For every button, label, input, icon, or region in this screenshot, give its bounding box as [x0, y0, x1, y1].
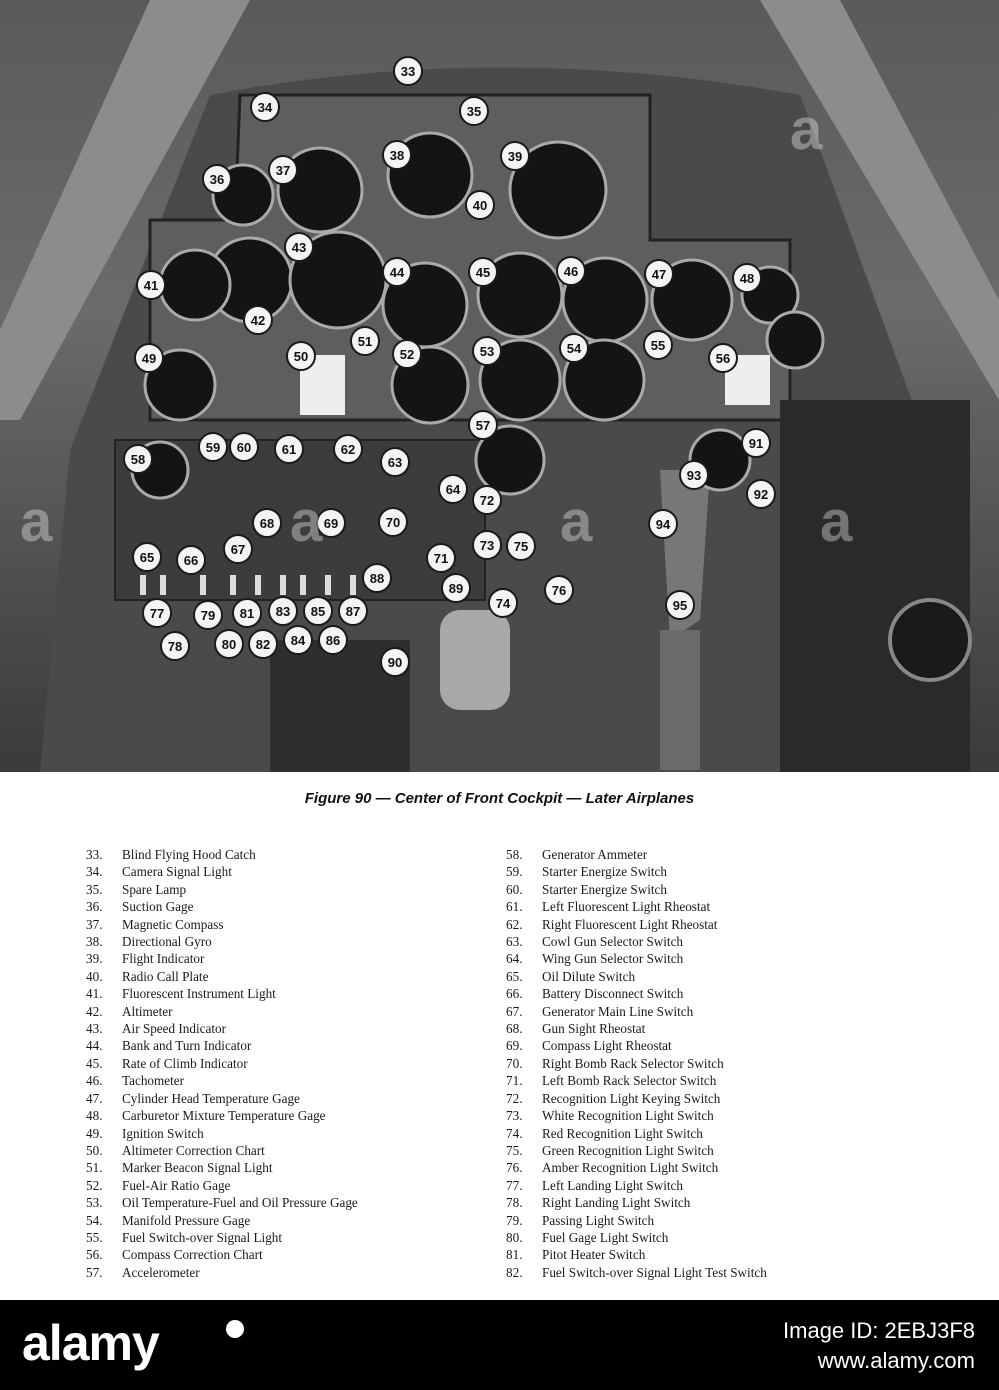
legend-item-label: Recognition Light Keying Switch [542, 1090, 721, 1106]
legend-item-label: Red Recognition Light Switch [542, 1125, 703, 1141]
legend-item-number: 53. [86, 1195, 103, 1211]
callout-60: 60 [229, 432, 259, 462]
legend-item-number: 62. [506, 916, 523, 932]
legend-item-number: 51. [86, 1160, 103, 1176]
legend-item-number: 50. [86, 1142, 103, 1158]
callout-46: 46 [556, 256, 586, 286]
stock-banner [0, 1300, 999, 1390]
legend-item-label: Green Recognition Light Switch [542, 1142, 714, 1158]
legend-item [86, 1264, 486, 1281]
legend-item [86, 916, 486, 933]
legend-item-label: Starter Energize Switch [542, 881, 667, 897]
legend-item [86, 1037, 486, 1054]
legend-item [86, 1020, 486, 1037]
callout-82: 82 [248, 629, 278, 659]
watermark-letter: a [20, 489, 53, 554]
legend-item-label: Oil Temperature-Fuel and Oil Pressure Gage [122, 1195, 358, 1211]
callout-71: 71 [426, 543, 456, 573]
callout-36: 36 [202, 164, 232, 194]
legend-item [506, 1194, 906, 1211]
callout-84: 84 [283, 625, 313, 655]
legend-item-number: 48. [86, 1108, 103, 1124]
callout-35: 35 [459, 96, 489, 126]
callout-38: 38 [382, 140, 412, 170]
legend-item-number: 34. [86, 864, 103, 880]
legend-item-number: 72. [506, 1090, 523, 1106]
callout-81: 81 [232, 598, 262, 628]
legend-item-number: 37. [86, 916, 103, 932]
legend-item [506, 1264, 906, 1281]
legend-item [86, 1142, 486, 1159]
callout-95: 95 [665, 590, 695, 620]
callout-44: 44 [382, 257, 412, 287]
legend-item-label: Camera Signal Light [122, 864, 232, 880]
legend-item-number: 56. [86, 1247, 103, 1263]
callout-56: 56 [708, 343, 738, 373]
callout-33: 33 [393, 56, 423, 86]
legend-item-number: 47. [86, 1090, 103, 1106]
legend-item-number: 63. [506, 934, 523, 950]
legend-item-label: Fluorescent Instrument Light [122, 986, 276, 1002]
callout-93: 93 [679, 460, 709, 490]
callout-92: 92 [746, 479, 776, 509]
legend-item-label: Cowl Gun Selector Switch [542, 934, 684, 950]
legend-item-label: Pitot Heater Switch [542, 1247, 646, 1263]
legend-item [506, 1107, 906, 1124]
legend-item-number: 73. [506, 1108, 523, 1124]
callout-43: 43 [284, 232, 314, 262]
callout-70: 70 [378, 507, 408, 537]
legend-item-label: Left Fluorescent Light Rheostat [542, 899, 711, 915]
legend-item-label: Directional Gyro [122, 934, 212, 950]
legend-item-label: Right Landing Light Switch [542, 1195, 691, 1211]
callout-76: 76 [544, 575, 574, 605]
legend-item [86, 1072, 486, 1089]
legend-item-label: Left Landing Light Switch [542, 1177, 684, 1193]
legend-item [86, 846, 486, 863]
legend-item-number: 80. [506, 1229, 523, 1245]
legend-item-number: 67. [506, 1003, 523, 1019]
legend-item-number: 52. [86, 1177, 103, 1193]
legend-item-label: Accelerometer [122, 1264, 200, 1280]
legend-item-number: 82. [506, 1264, 523, 1280]
legend-item-number: 78. [506, 1195, 523, 1211]
legend-item [86, 1090, 486, 1107]
legend-item-label: Marker Beacon Signal Light [122, 1160, 273, 1176]
legend-item-number: 66. [506, 986, 523, 1002]
legend-item-label: Manifold Pressure Gage [122, 1212, 251, 1228]
callout-68: 68 [252, 508, 282, 538]
callout-59: 59 [198, 432, 228, 462]
callout-45: 45 [468, 257, 498, 287]
callout-47: 47 [644, 259, 674, 289]
legend-item-number: 69. [506, 1038, 523, 1054]
legend-item-number: 79. [506, 1212, 523, 1228]
legend-item-label: Magnetic Compass [122, 916, 224, 932]
legend-item-number: 64. [506, 951, 523, 967]
legend-item-label: White Recognition Light Switch [542, 1108, 714, 1124]
legend-item-label: Oil Dilute Switch [542, 968, 636, 984]
legend-item [506, 1072, 906, 1089]
callout-94: 94 [648, 509, 678, 539]
legend-item [506, 1212, 906, 1229]
callout-34: 34 [250, 92, 280, 122]
callout-90: 90 [380, 647, 410, 677]
legend-item-label: Gun Sight Rheostat [542, 1021, 646, 1037]
legend-item-label: Passing Light Switch [542, 1212, 655, 1228]
legend-item-label: Fuel-Air Ratio Gage [122, 1177, 231, 1193]
callout-63: 63 [380, 447, 410, 477]
callout-74: 74 [488, 588, 518, 618]
callout-54: 54 [559, 333, 589, 363]
legend-item [86, 1246, 486, 1263]
legend-item [86, 968, 486, 985]
callout-40: 40 [465, 190, 495, 220]
watermark-letter: a [790, 97, 823, 162]
legend-item-label: Spare Lamp [122, 881, 187, 897]
legend-item [506, 1142, 906, 1159]
callout-89: 89 [441, 573, 471, 603]
callout-61: 61 [274, 434, 304, 464]
legend-item-number: 44. [86, 1038, 103, 1054]
legend-item-number: 35. [86, 881, 103, 897]
callout-57: 57 [468, 410, 498, 440]
legend-item-number: 61. [506, 899, 523, 915]
legend-item [506, 1003, 906, 1020]
legend-item [506, 1055, 906, 1072]
callout-53: 53 [472, 336, 502, 366]
legend-item-label: Suction Gage [122, 899, 194, 915]
callout-73: 73 [472, 530, 502, 560]
legend-item-label: Fuel Gage Light Switch [542, 1229, 669, 1245]
legend-item-number: 43. [86, 1021, 103, 1037]
legend-item-number: 60. [506, 881, 523, 897]
legend-item [506, 1159, 906, 1176]
legend-item-number: 81. [506, 1247, 523, 1263]
legend-item-number: 59. [506, 864, 523, 880]
legend-item-label: Starter Energize Switch [542, 864, 667, 880]
legend-item [86, 1212, 486, 1229]
callout-72: 72 [472, 485, 502, 515]
callout-69: 69 [316, 508, 346, 538]
legend-item-number: 57. [86, 1264, 103, 1280]
callout-85: 85 [303, 596, 333, 626]
legend-item [506, 1229, 906, 1246]
legend-item [86, 985, 486, 1002]
callout-77: 77 [142, 598, 172, 628]
callout-75: 75 [506, 531, 536, 561]
legend-item [86, 1003, 486, 1020]
legend-item [506, 950, 906, 967]
callout-79: 79 [193, 600, 223, 630]
legend-item-label: Fuel Switch-over Signal Light Test Switch [542, 1264, 767, 1280]
legend-item-label: Compass Correction Chart [122, 1247, 263, 1263]
legend-item-label: Rate of Climb Indicator [122, 1055, 248, 1071]
callout-67: 67 [223, 534, 253, 564]
legend-item-number: 77. [506, 1177, 523, 1193]
logo-dot-icon [226, 1320, 244, 1338]
legend-item [506, 1125, 906, 1142]
legend-item [506, 898, 906, 915]
legend-item-label: Radio Call Plate [122, 968, 209, 984]
legend-right-column [506, 846, 906, 1281]
callout-39: 39 [500, 141, 530, 171]
legend-item [506, 1020, 906, 1037]
callout-65: 65 [132, 542, 162, 572]
legend-item [86, 881, 486, 898]
legend-item [506, 863, 906, 880]
legend-item [506, 985, 906, 1002]
legend-item-label: Generator Main Line Switch [542, 1003, 694, 1019]
legend-item [506, 881, 906, 898]
legend-item-label: Bank and Turn Indicator [122, 1038, 252, 1054]
legend-item-label: Generator Ammeter [542, 847, 648, 862]
legend-item-number: 36. [86, 899, 103, 915]
legend-item [506, 1177, 906, 1194]
image-id-label: Image ID: 2EBJ3F8 [783, 1318, 975, 1343]
legend-item-number: 55. [86, 1229, 103, 1245]
legend-item-number: 54. [86, 1212, 103, 1228]
callout-58: 58 [123, 444, 153, 474]
watermark-letter: a [290, 489, 323, 554]
callout-37: 37 [268, 155, 298, 185]
legend-item-number: 41. [86, 986, 103, 1002]
legend-item-label: Fuel Switch-over Signal Light [122, 1229, 283, 1245]
legend-item [506, 1090, 906, 1107]
legend-item-number: 68. [506, 1021, 523, 1037]
legend-item-number: 75. [506, 1142, 523, 1158]
legend-left-column [86, 846, 486, 1281]
legend-item [506, 1037, 906, 1054]
legend-item-number: 76. [506, 1160, 523, 1176]
callout-91: 91 [741, 428, 771, 458]
watermark-letter: a [560, 489, 593, 554]
legend-item-label: Right Bomb Rack Selector Switch [542, 1055, 724, 1071]
legend-item-number: 58. [506, 847, 523, 862]
callout-50: 50 [286, 341, 316, 371]
legend-item [506, 1246, 906, 1263]
callout-66: 66 [176, 545, 206, 575]
legend-item [86, 1177, 486, 1194]
legend-item-label: Cylinder Head Temperature Gage [122, 1090, 300, 1106]
legend-item-label: Air Speed Indicator [122, 1021, 226, 1037]
legend-item-label: Carburetor Mixture Temperature Gage [122, 1108, 326, 1124]
callout-55: 55 [643, 330, 673, 360]
legend-item-label: Left Bomb Rack Selector Switch [542, 1073, 717, 1089]
callout-42: 42 [243, 305, 273, 335]
legend-item-number: 39. [86, 951, 103, 967]
legend-item-label: Altimeter Correction Chart [122, 1142, 265, 1158]
legend-item-label: Battery Disconnect Switch [542, 986, 684, 1002]
callout-78: 78 [160, 631, 190, 661]
legend-item-number: 49. [86, 1125, 103, 1141]
legend-item [506, 916, 906, 933]
figure-caption: Figure 90 — Center of Front Cockpit — Later Airplanes [304, 790, 695, 807]
legend-item-number: 40. [86, 968, 103, 984]
legend-item [506, 846, 906, 863]
legend-item-label: Flight Indicator [122, 951, 205, 967]
legend-item [86, 1229, 486, 1246]
legend-item-label: Compass Light Rheostat [542, 1038, 672, 1054]
callout-86: 86 [318, 625, 348, 655]
callout-49: 49 [134, 343, 164, 373]
legend-item-label: Wing Gun Selector Switch [542, 951, 684, 967]
callout-87: 87 [338, 596, 368, 626]
watermark-letter: a [820, 489, 853, 554]
brand-logo: alamy [22, 1315, 159, 1371]
legend-item-label: Tachometer [122, 1073, 185, 1089]
legend-item [86, 950, 486, 967]
legend-item [86, 1107, 486, 1124]
legend-item-number: 38. [86, 934, 103, 950]
legend-item [86, 933, 486, 950]
legend-item-label: Blind Flying Hood Catch [122, 847, 256, 862]
legend-item-number: 45. [86, 1055, 103, 1071]
callout-80: 80 [214, 629, 244, 659]
legend-item [86, 1125, 486, 1142]
callout-51: 51 [350, 326, 380, 356]
site-url: www.alamy.com [817, 1348, 975, 1373]
legend-item-label: Ignition Switch [122, 1125, 204, 1141]
legend-item-number: 42. [86, 1003, 103, 1019]
callout-52: 52 [392, 339, 422, 369]
callout-48: 48 [732, 263, 762, 293]
legend-item-label: Amber Recognition Light Switch [542, 1160, 719, 1176]
callout-62: 62 [333, 434, 363, 464]
legend-item [86, 1055, 486, 1072]
legend-item [506, 968, 906, 985]
legend-item-number: 74. [506, 1125, 523, 1141]
legend-item [506, 933, 906, 950]
legend-item-label: Right Fluorescent Light Rheostat [542, 916, 718, 932]
legend-item [86, 1194, 486, 1211]
legend-item [86, 898, 486, 915]
callout-64: 64 [438, 474, 468, 504]
legend-item [86, 1159, 486, 1176]
legend-item [86, 863, 486, 880]
legend-item-label: Altimeter [122, 1003, 173, 1019]
callout-41: 41 [136, 270, 166, 300]
callout-83: 83 [268, 596, 298, 626]
callout-88: 88 [362, 563, 392, 593]
legend-item-number: 46. [86, 1073, 103, 1089]
legend-item-number: 33. [86, 847, 103, 862]
legend-item-number: 65. [506, 968, 523, 984]
legend-item-number: 71. [506, 1073, 523, 1089]
legend-item-number: 70. [506, 1055, 523, 1071]
